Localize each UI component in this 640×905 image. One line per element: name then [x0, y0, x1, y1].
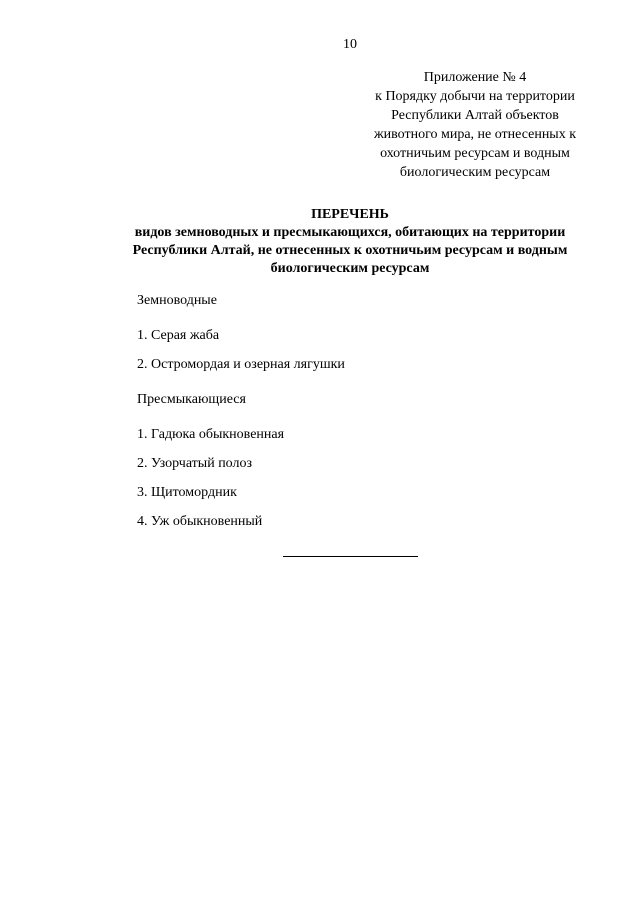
title-subtitle-line: Республики Алтай, не отнесенных к охотничьим ресурсам и водным: [132, 243, 568, 258]
appendix-line: животного мира, не отнесенных к: [373, 127, 577, 142]
appendix-line: Республики Алтай объектов: [391, 108, 559, 123]
document-title: [80, 206, 620, 278]
list-item: 2. Остромордая и озерная лягушки: [137, 357, 345, 372]
appendix-note: [340, 68, 610, 182]
end-divider: [283, 556, 418, 557]
section-title-reptiles: Пресмыкающиеся: [137, 392, 246, 407]
appendix-line: к Порядку добычи на территории: [375, 89, 575, 104]
list-item: 3. Щитомордник: [137, 485, 237, 500]
page-number: 10: [343, 37, 357, 52]
title-subtitle-line: биологическим ресурсам: [270, 261, 430, 276]
title-heading: ПЕРЕЧЕНЬ: [311, 207, 389, 222]
appendix-line: биологическим ресурсам: [399, 165, 551, 180]
list-item: 4. Уж обыкновенный: [137, 514, 263, 529]
list-item: 2. Узорчатый полоз: [137, 456, 253, 471]
list-item: 1. Гадюка обыкновенная: [137, 427, 285, 442]
section-title-amphibians: Земноводные: [137, 293, 217, 308]
title-subtitle-line: видов земноводных и пресмыкающихся, обитающих на территории: [134, 225, 566, 240]
appendix-line: охотничьим ресурсам и водным: [380, 146, 570, 161]
appendix-line: Приложение № 4: [423, 70, 527, 85]
list-item: 1. Серая жаба: [137, 328, 220, 343]
